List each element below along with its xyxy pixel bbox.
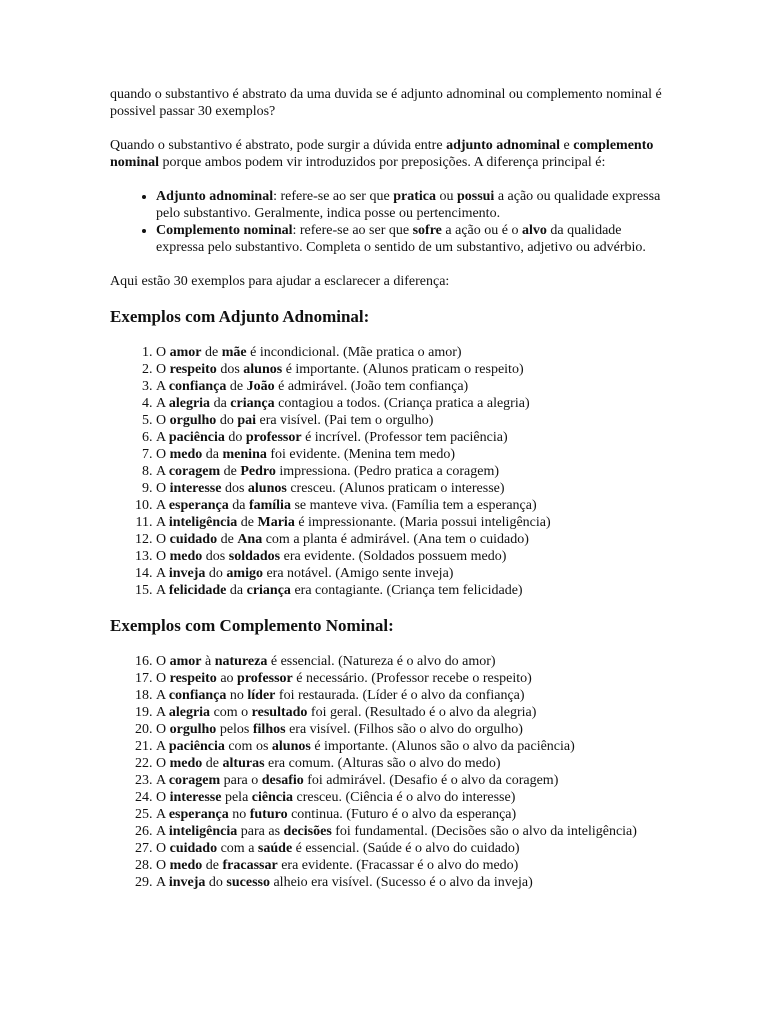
- examples-list-adjunto: [110, 344, 668, 599]
- example-item: 24. O interesse pela ciência cresceu. (Ciência é o alvo do interesse): [156, 789, 668, 806]
- bold-term: futuro: [249, 807, 288, 822]
- example-item: 21. A paciência com os alunos é importante. (Alunos são o alvo da paciência): [156, 738, 668, 755]
- bold-term: esperança: [168, 498, 229, 513]
- example-item: 22. O medo de alturas era comum. (Alturas são o alvo do medo): [156, 755, 668, 772]
- intro-paragraph: Quando o substantivo é abstrato, pode surgir a dúvida entre adjunto adnominal e complemento nominal porque ambos podem vir introduzidos por preposições. A diferença principal é:: [110, 138, 654, 170]
- bold-term: decisões: [283, 824, 332, 839]
- bold-term: orgulho: [169, 722, 217, 737]
- bold-term: alvo: [521, 223, 547, 238]
- bold-term: possui: [456, 189, 495, 204]
- example-item: 18. A confiança no líder foi restaurada. (Líder é o alvo da confiança): [156, 687, 668, 704]
- definitions-list: [110, 188, 668, 256]
- bold-term: alturas: [222, 756, 265, 771]
- example-item: 11. A inteligência de Maria é impressionante. (Maria possui inteligência): [156, 514, 668, 531]
- question-text: quando o substantivo é abstrato da uma duvida se é adjunto adnominal ou complemento nominal é possivel passar 30 exemplos?: [110, 87, 662, 119]
- example-item: 8. A coragem de Pedro impressiona. (Pedro pratica a coragem): [156, 463, 668, 480]
- example-item: 19. A alegria com o resultado foi geral. (Resultado é o alvo da alegria): [156, 704, 668, 721]
- bold-term: confiança: [168, 379, 227, 394]
- bold-term: paciência: [168, 430, 225, 445]
- bold-term: respeito: [169, 671, 217, 686]
- bold-term: medo: [169, 447, 203, 462]
- example-item: 25. A esperança no futuro continua. (Futuro é o alvo da esperança): [156, 806, 668, 823]
- example-item: 10. A esperança da família se manteve viva. (Família tem a esperança): [156, 497, 668, 514]
- example-item: 9. O interesse dos alunos cresceu. (Alunos praticam o interesse): [156, 480, 668, 497]
- bold-term: professor: [245, 430, 302, 445]
- bold-term: adjunto adnominal: [446, 138, 561, 153]
- bold-term: alegria: [168, 705, 211, 720]
- bold-term: criança: [246, 583, 291, 598]
- bold-term: alunos: [243, 362, 283, 377]
- bold-term: sofre: [412, 223, 442, 238]
- example-item: 27. O cuidado com a saúde é essencial. (Saúde é o alvo do cuidado): [156, 840, 668, 857]
- bold-term: amor: [169, 654, 202, 669]
- bold-term: desafio: [261, 773, 304, 788]
- bold-term: cuidado: [169, 841, 218, 856]
- bold-term: inteligência: [168, 515, 238, 530]
- bold-term: complemento nominal: [110, 138, 654, 170]
- definition-complemento: • Complemento nominal: refere-se ao ser que sofre a ação ou é o alvo da qualidade expressa pelo substantivo. Completa o sentido de um substantivo, adjetivo ou advérbio.: [156, 222, 668, 256]
- bold-term: saúde: [257, 841, 293, 856]
- example-item: 26. A inteligência para as decisões foi fundamental. (Decisões são o alvo da inteligência): [156, 823, 668, 840]
- bold-term: confiança: [168, 688, 227, 703]
- bold-term: natureza: [214, 654, 268, 669]
- bold-term: amigo: [226, 566, 263, 581]
- bold-term: coragem: [168, 773, 221, 788]
- bold-term: professor: [237, 671, 293, 686]
- bold-term: Maria: [257, 515, 295, 530]
- bold-term: Ana: [237, 532, 263, 547]
- bold-term: família: [248, 498, 291, 513]
- bold-term: esperança: [168, 807, 229, 822]
- bold-term: inveja: [168, 875, 206, 890]
- bold-term: coragem: [168, 464, 221, 479]
- example-item: 17. O respeito ao professor é necessário. (Professor recebe o respeito): [156, 670, 668, 687]
- example-item: 20. O orgulho pelos filhos era visível. (Filhos são o alvo do orgulho): [156, 721, 668, 738]
- examples-list-complemento: [110, 653, 668, 891]
- bold-term: interesse: [169, 481, 222, 496]
- example-item: 28. O medo de fracassar era evidente. (Fracassar é o alvo do medo): [156, 857, 668, 874]
- bold-term: felicidade: [168, 583, 227, 598]
- bold-term: resultado: [251, 705, 308, 720]
- example-item: 6. A paciência do professor é incrível. (Professor tem paciência): [156, 429, 668, 446]
- definition-adjunto: • Adjunto adnominal: refere-se ao ser que pratica ou possui a ação ou qualidade expressa pelo substantivo. Geralmente, indica posse ou pertencimento.: [156, 188, 668, 222]
- example-item: 5. O orgulho do pai era visível. (Pai tem o orgulho): [156, 412, 668, 429]
- bold-term: criança: [230, 396, 275, 411]
- bold-term: Pedro: [240, 464, 276, 479]
- bold-term: ciência: [251, 790, 294, 805]
- bold-term: orgulho: [169, 413, 217, 428]
- bold-term: respeito: [169, 362, 217, 377]
- example-item: 1. O amor de mãe é incondicional. (Mãe pratica o amor): [156, 344, 668, 361]
- example-item: 3. A confiança de João é admirável. (João tem confiança): [156, 378, 668, 395]
- bold-term: pai: [237, 413, 256, 428]
- example-item: 2. O respeito dos alunos é importante. (Alunos praticam o respeito): [156, 361, 668, 378]
- example-item: 13. O medo dos soldados era evidente. (Soldados possuem medo): [156, 548, 668, 565]
- bold-term: sucesso: [226, 875, 270, 890]
- example-item: 12. O cuidado de Ana com a planta é admirável. (Ana tem o cuidado): [156, 531, 668, 548]
- bold-term: cuidado: [169, 532, 218, 547]
- bold-term: alunos: [271, 739, 311, 754]
- bold-term: alegria: [168, 396, 211, 411]
- bold-term: interesse: [169, 790, 222, 805]
- bold-term: medo: [169, 756, 203, 771]
- example-item: 16. O amor à natureza é essencial. (Natureza é o alvo do amor): [156, 653, 668, 670]
- bold-term: fracassar: [222, 858, 278, 873]
- bold-term: Complemento nominal: [156, 223, 293, 238]
- examples-intro: Aqui estão 30 exemplos para ajudar a esclarecer a diferença:: [110, 274, 450, 289]
- bold-term: filhos: [252, 722, 286, 737]
- bold-term: João: [246, 379, 275, 394]
- example-item: 14. A inveja do amigo era notável. (Amigo sente inveja): [156, 565, 668, 582]
- bold-term: medo: [169, 549, 203, 564]
- bold-term: Adjunto adnominal: [156, 189, 274, 204]
- bold-term: pratica: [393, 189, 436, 204]
- example-item: 23. A coragem para o desafio foi admirável. (Desafio é o alvo da coragem): [156, 772, 668, 789]
- bold-term: medo: [169, 858, 203, 873]
- bold-term: paciência: [168, 739, 225, 754]
- bold-term: amor: [169, 345, 202, 360]
- bold-term: inteligência: [168, 824, 238, 839]
- example-item: 7. O medo da menina foi evidente. (Menina tem medo): [156, 446, 668, 463]
- bold-term: mãe: [221, 345, 247, 360]
- section-heading-complemento: Exemplos com Complemento Nominal:: [110, 616, 394, 635]
- section-heading-adjunto: Exemplos com Adjunto Adnominal:: [110, 307, 370, 326]
- example-item: 4. A alegria da criança contagiou a todos. (Criança pratica a alegria): [156, 395, 668, 412]
- bold-term: líder: [247, 688, 276, 703]
- example-item: 15. A felicidade da criança era contagiante. (Criança tem felicidade): [156, 582, 668, 599]
- bold-term: soldados: [228, 549, 281, 564]
- bold-term: inveja: [168, 566, 206, 581]
- bold-term: menina: [222, 447, 267, 462]
- example-item: 29. A inveja do sucesso alheio era visível. (Sucesso é o alvo da inveja): [156, 874, 668, 891]
- bold-term: alunos: [247, 481, 287, 496]
